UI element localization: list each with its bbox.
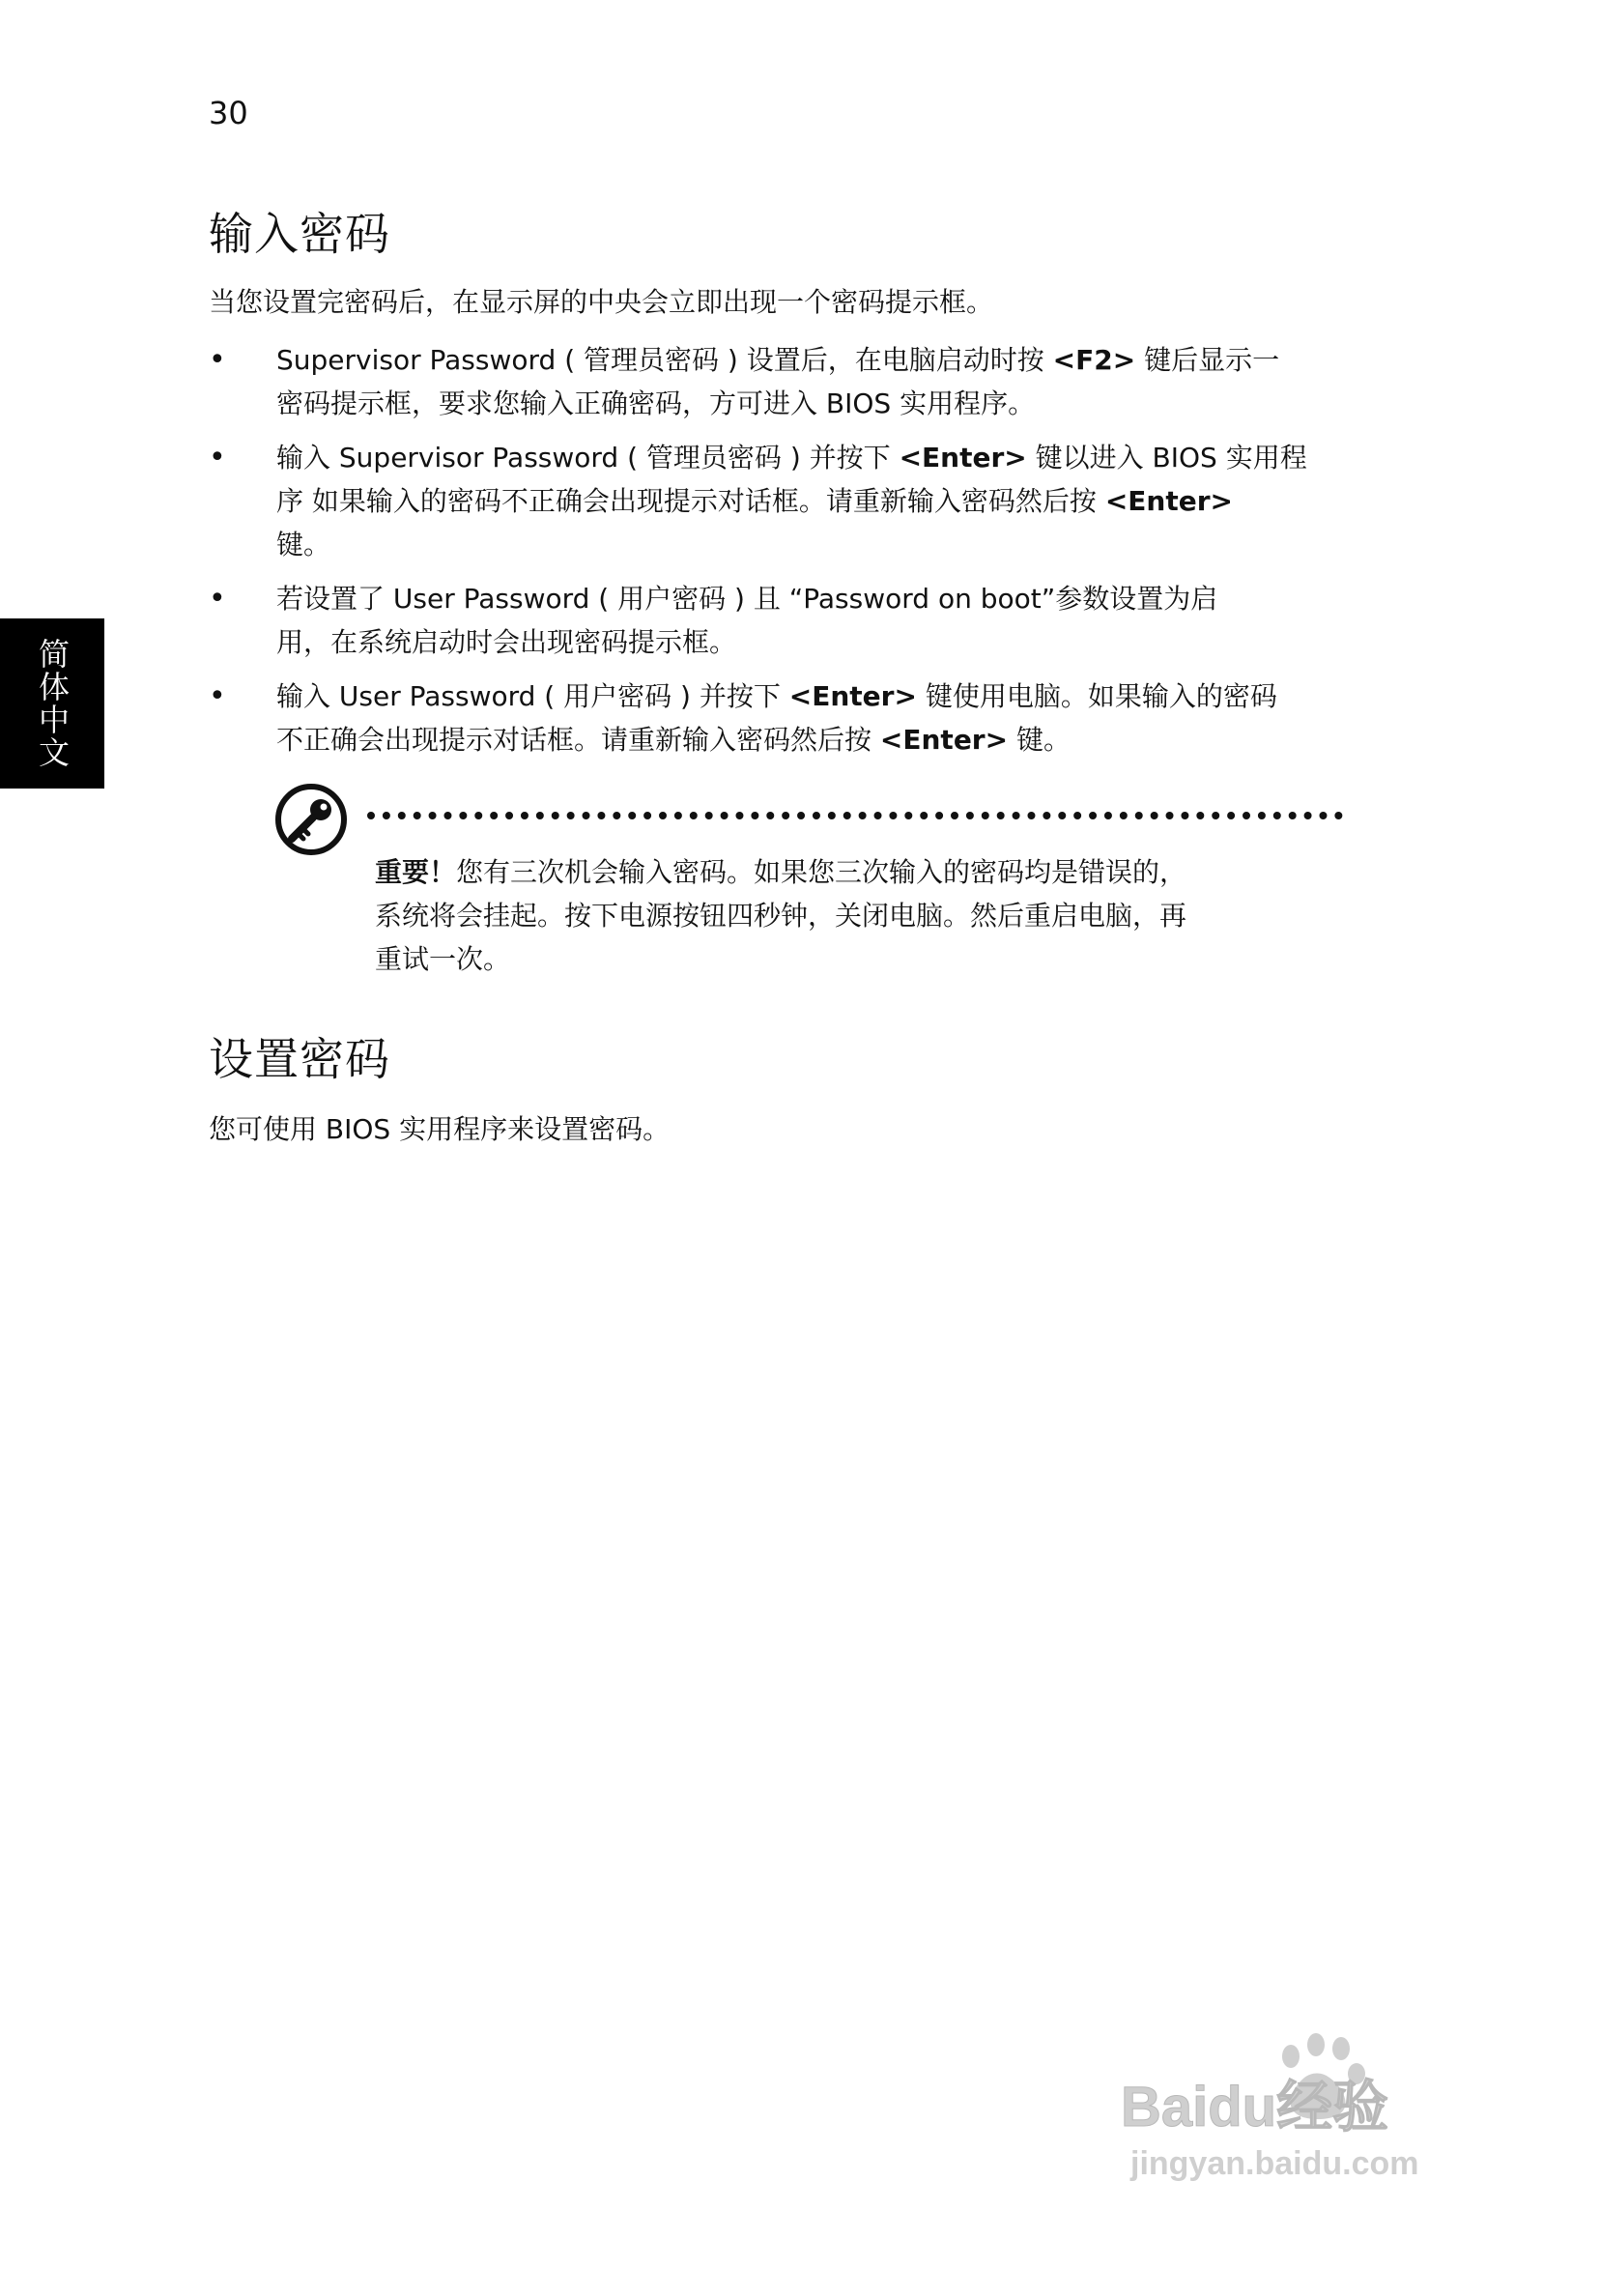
watermark-brand: Baidu经验: [1121, 2076, 1389, 2138]
bullet-dot: •: [209, 679, 226, 713]
bullet-text: 若设置了 User Password ( 用户密码 ) 且 “Password on boot”参数设置为启 用，在系统启动时会出现密码提示框。: [276, 583, 1218, 658]
bold-key-label: <F2>: [1052, 344, 1136, 376]
bullet-item: [209, 674, 1358, 761]
section-title-set-password: 设置密码: [209, 1033, 390, 1085]
bullet-list: [209, 338, 1358, 761]
bold-key-label: <Enter>: [788, 680, 917, 712]
language-side-tab: 简体中文: [0, 618, 104, 789]
section-title-enter-password: 输入密码: [209, 208, 390, 260]
dotted-divider: [367, 812, 1343, 819]
bold-key-label: 重要！: [375, 856, 457, 888]
important-note: 重要！您有三次机会输入密码。如果您三次输入的密码均是错误的， 系统将会挂起。按下电源按钮四秒钟，关闭电脑。然后重启电脑，再 重试一次。: [375, 856, 1187, 975]
bullet-text: 输入 Supervisor Password ( 管理员密码 ) 并按下 <Enter> 键以进入 BIOS 实用程 序 如果输入的密码不正确会出现提示对话框。请重新输入密码然后按 <Enter> 键。: [276, 442, 1307, 560]
watermark-url: jingyan.baidu.com: [1130, 2145, 1419, 2182]
key-icon: [272, 781, 350, 858]
bullet-dot: •: [209, 441, 226, 474]
bold-key-label: <Enter>: [879, 724, 1009, 756]
baidu-watermark-logo: [1111, 2020, 1517, 2194]
set-password-paragraph: 您可使用 BIOS 实用程序来设置密码。: [209, 1113, 671, 1145]
intro-paragraph: 当您设置完密码后，在显示屏的中央会立即出现一个密码提示框。: [209, 286, 994, 318]
bold-key-label: <Enter>: [1104, 485, 1233, 517]
page-number: 30: [209, 95, 248, 131]
bullet-dot: •: [209, 343, 226, 377]
bullet-text: Supervisor Password ( 管理员密码 ) 设置后，在电脑启动时按 <F2> 键后显示一 密码提示框，要求您输入正确密码，方可进入 BIOS 实用程序。: [276, 344, 1280, 419]
bullet-item: [209, 436, 1358, 566]
bullet-item: [209, 338, 1358, 425]
bullet-text: 输入 User Password ( 用户密码 ) 并按下 <Enter> 键使用电脑。如果输入的密码 不正确会出现提示对话框。请重新输入密码然后按 <Enter> 键。: [276, 680, 1277, 756]
bold-key-label: <Enter>: [899, 442, 1027, 474]
bullet-dot: •: [209, 582, 226, 616]
bullet-item: [209, 577, 1358, 664]
